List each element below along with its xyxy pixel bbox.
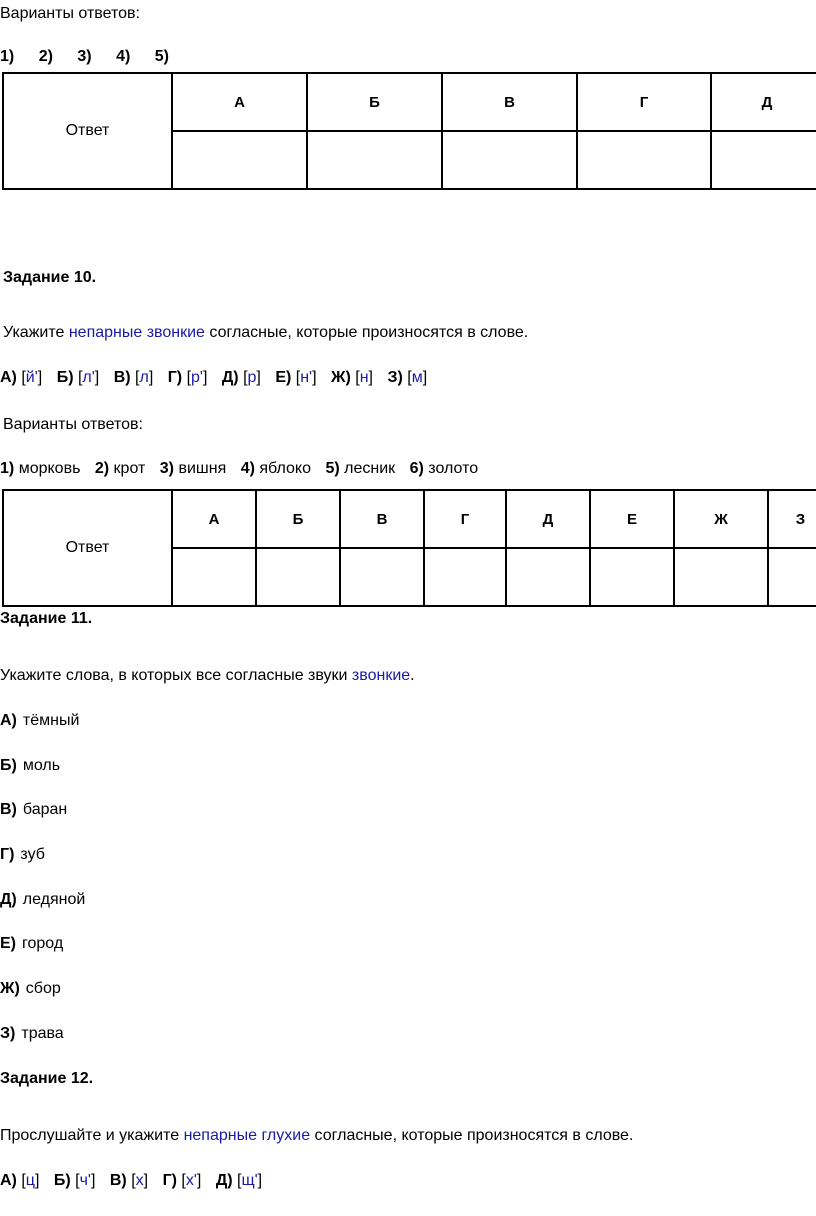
column-header: А — [172, 73, 307, 131]
variants-label-9: Варианты ответов: — [0, 5, 140, 22]
column-header: Б — [256, 490, 340, 548]
sound-letter: В) — [109, 1172, 127, 1189]
answer-cell[interactable] — [590, 548, 674, 606]
sound-value: х' — [185, 1172, 197, 1189]
word-number: 6) — [409, 460, 424, 477]
item-word: зуб — [20, 846, 45, 863]
sound-value: м — [411, 369, 423, 386]
item-letter: Е) — [0, 935, 16, 952]
word-number: 2) — [94, 460, 110, 477]
item-letter: Г) — [0, 846, 15, 863]
word-number: 3) — [159, 460, 175, 477]
instruction-text: Укажите — [3, 324, 69, 341]
sound-value: р — [247, 369, 257, 386]
sound-letter: А) — [0, 1172, 17, 1189]
word-option: золото — [428, 460, 479, 477]
option-4: 4) — [116, 48, 131, 65]
instruction-highlight: звонкие — [351, 667, 411, 684]
sound-letter: Е) — [275, 369, 292, 386]
variants-label-10: Варианты ответов: — [3, 416, 143, 433]
answer-cell[interactable] — [172, 131, 307, 189]
answer-table-9 — [2, 72, 816, 190]
answer-cell[interactable] — [506, 548, 590, 606]
sound-value: щ' — [241, 1172, 258, 1189]
answer-cell[interactable] — [768, 548, 816, 606]
task-10-sounds: А) [й'] Б) [л'] В) [л] Г) [р'] Д) [р] Е) [н'] Ж) [н] З) [м] — [0, 369, 428, 386]
task-11-item — [0, 845, 45, 865]
column-header: Б — [307, 73, 442, 131]
answer-row-label: Ответ — [3, 490, 172, 606]
item-letter: Б) — [0, 757, 17, 774]
sound-value: р' — [191, 369, 203, 386]
answer-cell[interactable] — [442, 131, 577, 189]
task-11-title: Задание 11. — [0, 610, 93, 627]
sound-letter: Б) — [56, 369, 74, 386]
options-row-9 — [0, 47, 169, 67]
answer-cell[interactable] — [172, 548, 256, 606]
task-10-instruction — [3, 323, 528, 343]
word-option: морковь — [18, 460, 81, 477]
sound-value: х — [135, 1172, 144, 1189]
answer-row-label: Ответ — [3, 73, 172, 189]
sound-value: л — [139, 369, 149, 386]
sound-value: н — [359, 369, 369, 386]
task-12-instruction — [0, 1126, 633, 1146]
task-11-item — [0, 800, 67, 820]
item-word: баран — [22, 801, 68, 818]
item-word: город — [22, 935, 64, 952]
column-header: Г — [577, 73, 711, 131]
task-12-title: Задание 12. — [0, 1070, 94, 1087]
sound-letter: Г) — [162, 1172, 177, 1189]
sound-letter: В) — [113, 369, 131, 386]
instruction-text: согласные, которые произносятся в слове. — [310, 1127, 634, 1144]
answer-cell[interactable] — [711, 131, 816, 189]
instruction-text: Прослушайте и укажите — [0, 1127, 184, 1144]
item-word: ледяной — [22, 891, 86, 908]
column-header: Д — [506, 490, 590, 548]
column-header: В — [442, 73, 577, 131]
item-letter: В) — [0, 801, 17, 818]
instruction-highlight: непарные глухие — [183, 1127, 311, 1144]
column-header: Г — [424, 490, 506, 548]
sound-letter: Б) — [53, 1172, 71, 1189]
option-3: 3) — [77, 48, 92, 65]
column-header: В — [340, 490, 424, 548]
column-header: З — [768, 490, 816, 548]
item-letter: З) — [0, 1025, 16, 1042]
answer-cell[interactable] — [577, 131, 711, 189]
task-11-item — [0, 711, 79, 731]
item-letter: Ж) — [0, 980, 20, 997]
answer-cell[interactable] — [674, 548, 768, 606]
instruction-text: Укажите слова, в которых все согласные звуки — [0, 667, 352, 684]
word-number: 5) — [325, 460, 340, 477]
column-header: Ж — [674, 490, 768, 548]
task-11-item — [0, 934, 63, 954]
sound-letter: З) — [387, 369, 403, 386]
item-word: сбор — [25, 980, 61, 997]
word-number: 4) — [240, 460, 255, 477]
task-11-item — [0, 979, 61, 999]
sound-value: ц — [25, 1172, 35, 1189]
sound-letter: Г) — [167, 369, 183, 386]
column-header: А — [172, 490, 256, 548]
word-option: крот — [113, 460, 146, 477]
task-10-title: Задание 10. — [3, 269, 97, 286]
sound-letter: Д) — [221, 369, 239, 386]
answer-cell[interactable] — [307, 131, 442, 189]
column-header: Д — [711, 73, 816, 131]
answer-cell[interactable] — [424, 548, 506, 606]
answer-cell[interactable] — [256, 548, 340, 606]
item-word: моль — [22, 757, 61, 774]
sound-letter: А) — [0, 369, 17, 386]
sound-value: н' — [300, 369, 313, 386]
instruction-text: согласные, которые произносятся в слове. — [204, 324, 529, 341]
item-letter: Д) — [0, 891, 17, 908]
word-number: 1) — [0, 460, 15, 477]
answer-cell[interactable] — [340, 548, 424, 606]
word-option: лесник — [344, 460, 396, 477]
task-11-item — [0, 1024, 64, 1044]
task-11-instruction — [0, 666, 415, 686]
word-option: вишня — [178, 460, 227, 477]
option-5: 5) — [154, 48, 169, 65]
column-header: Е — [590, 490, 674, 548]
sound-letter: Ж) — [331, 369, 351, 386]
sound-letter: Д) — [215, 1172, 233, 1189]
item-letter: А) — [0, 712, 17, 729]
task-10-words — [0, 459, 478, 479]
answer-table-10 — [2, 489, 816, 607]
item-word: тёмный — [22, 712, 80, 729]
option-1: 1) — [0, 48, 15, 65]
task-11-item — [0, 890, 85, 910]
word-option: яблоко — [259, 460, 311, 477]
task-12-sounds: А) [ц] Б) [ч'] В) [х] Г) [х'] Д) [щ'] — [0, 1172, 263, 1189]
task-11-item — [0, 756, 60, 776]
option-2: 2) — [38, 48, 53, 65]
item-word: трава — [21, 1025, 64, 1042]
instruction-text: . — [410, 667, 415, 684]
sound-value: ч' — [79, 1172, 91, 1189]
sound-value: й' — [25, 369, 38, 386]
sound-value: л' — [82, 369, 95, 386]
instruction-highlight: непарные звонкие — [68, 324, 205, 341]
